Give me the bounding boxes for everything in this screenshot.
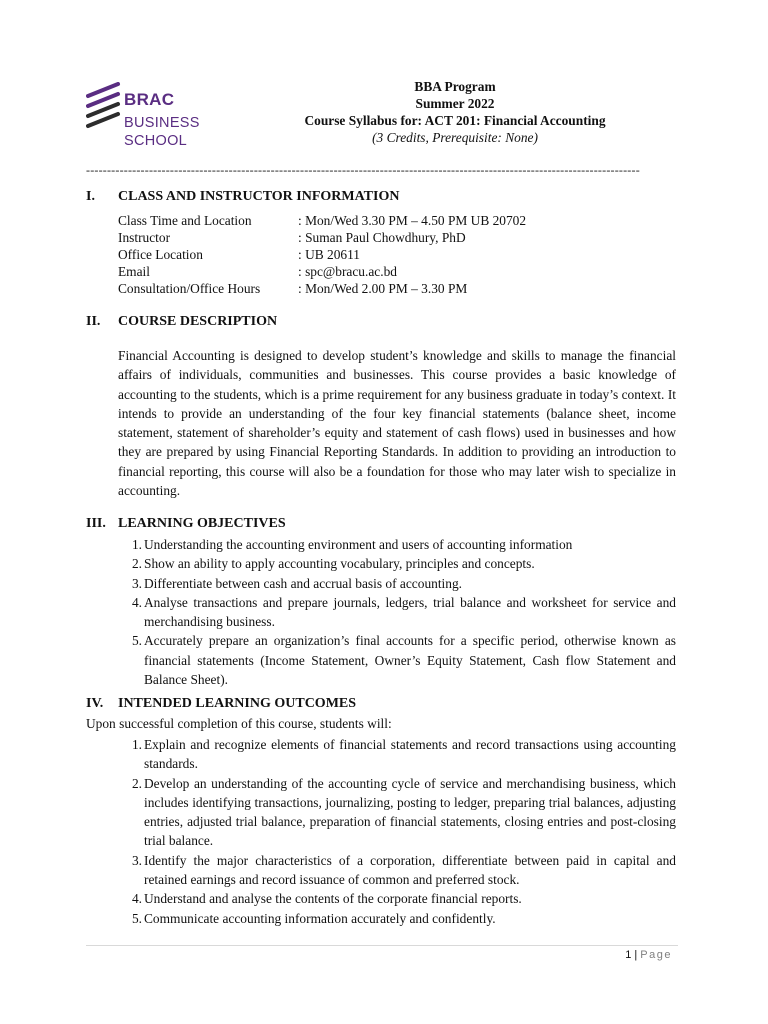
list-item [118,574,676,593]
section-number: IV. [86,696,104,711]
page-number [625,949,672,961]
list-item [118,889,676,908]
section-number: III. [86,516,106,531]
outcomes-intro-text: Upon successful completion of this course, students will: [86,716,392,731]
list-item [118,593,676,632]
info-label: Instructor [118,230,171,245]
item-text: Identify the major characteristics of a corporation, differentiate between paid in capital and retained earnings and record issuance of common and preferred stock. [144,852,676,888]
course-title: Course Syllabus for: ACT 201: Financial Accounting [304,113,606,128]
term-title: Summer 2022 [415,96,495,111]
list-item [118,631,676,689]
list-item [118,909,676,928]
brac-business-school-logo [86,82,206,152]
course-credits: (3 Credits, Prerequisite: None) [372,130,538,145]
item-text: Show an ability to apply accounting vocabulary, principles and concepts. [144,556,535,572]
info-label: Email [118,264,150,279]
info-row [118,263,526,280]
item-text: Understand and analyse the contents of the corporate financial reports. [144,891,522,907]
item-text: Accurately prepare an organization’s final accounts for a specific period, otherwise known as financial statements (Income Statement, Owner’s Equity Statement, Cash flow Statement and Balance Sheet). [144,633,676,688]
section-title: CLASS AND INSTRUCTOR INFORMATION [118,189,400,204]
list-item [118,774,676,851]
logo-stripes-icon [86,82,122,130]
item-number: 2. [131,775,142,791]
section-title: LEARNING OBJECTIVES [118,516,286,531]
section-title: COURSE DESCRIPTION [118,314,278,329]
footer-divider [86,945,678,946]
item-number: 4. [131,891,142,907]
list-item [118,851,676,890]
info-value: : Suman Paul Chowdhury, PhD [298,230,466,245]
info-value: : spc@bracu.ac.bd [298,264,397,279]
item-text: Understanding the accounting environment and users of accounting information [144,537,573,552]
info-label: Consultation/Office Hours [118,281,261,296]
logo-word-brac: BRAC [124,90,175,109]
learning-outcomes-list [118,735,676,928]
class-info-table [118,212,526,297]
item-number: 5. [131,633,142,649]
info-row [118,212,526,229]
list-item [118,735,676,774]
info-row [118,229,526,246]
item-number: 3. [131,575,142,591]
section-number: I. [86,189,95,204]
item-number: 2. [131,556,142,572]
section-number: II. [86,314,101,329]
course-description-text: Financial Accounting is designed to develop student’s knowledge and skills to manage the financial affairs of individuals, communities and businesses. This course provides a basic knowledge of accounting to the students, which is a prime requirement for any business graduate in today’s context. It intends to provide an understanding of the four key financial statements (balance sheet, income statement, statement of shareholder’s equity and statement of cash flows) used in businesses and how they are prepared by using Financial Reporting Standards. In addition to providing an introduction to financial reporting, this course will also be a foundation for those who may later wish to specialize in accounting. [118,348,676,499]
header-separator: ------------------------------------------------------------------------------------------------------------------------------------ [86,163,640,177]
item-text: Explain and recognize elements of financial statements and record transactions using accounting standards. [144,737,676,772]
info-value: : UB 20611 [298,247,360,262]
info-row [118,246,526,263]
item-number: 1. [131,537,142,552]
logo-word-business: BUSINESS [124,115,200,131]
program-title: BBA Program [414,79,496,94]
info-value: : Mon/Wed 2.00 PM – 3.30 PM [298,281,468,296]
section-heading-learning-outcomes [86,696,356,712]
info-label: Office Location [118,247,203,262]
item-text: Communicate accounting information accurately and confidently. [144,910,496,926]
section-heading-learning-objectives [86,516,286,532]
item-text: Develop an understanding of the accounting cycle of service and merchandising business, which includes identifying transactions, journalizing, posting to ledger, preparing trial balances, adjusting entries, adjusted trial balance, preparation of financial statements, closing entries and post-closing trial balance. [144,775,676,849]
list-item [118,554,676,573]
item-number: 4. [131,594,142,610]
page-number-separator: | [631,949,641,961]
info-row [118,280,526,297]
section-title: INTENDED LEARNING OUTCOMES [118,696,357,711]
item-number: 5. [131,910,142,926]
section-heading-class-info [86,189,399,205]
item-number: 1. [131,737,142,752]
section-heading-course-description [86,314,277,330]
info-label: Class Time and Location [118,213,252,228]
learning-objectives-list [118,535,676,689]
item-text: Differentiate between cash and accrual basis of accounting. [144,575,463,591]
document-header [250,78,660,146]
item-number: 3. [131,852,142,868]
logo-word-school: SCHOOL [124,133,188,149]
item-text: Analyse transactions and prepare journals, ledgers, trial balance and worksheet for service and merchandising business. [144,594,676,630]
list-item [118,535,676,554]
page-number-value: 1 [625,949,632,961]
info-value: : Mon/Wed 3.30 PM – 4.50 PM UB 20702 [298,213,527,228]
page-label: Page [640,949,672,961]
